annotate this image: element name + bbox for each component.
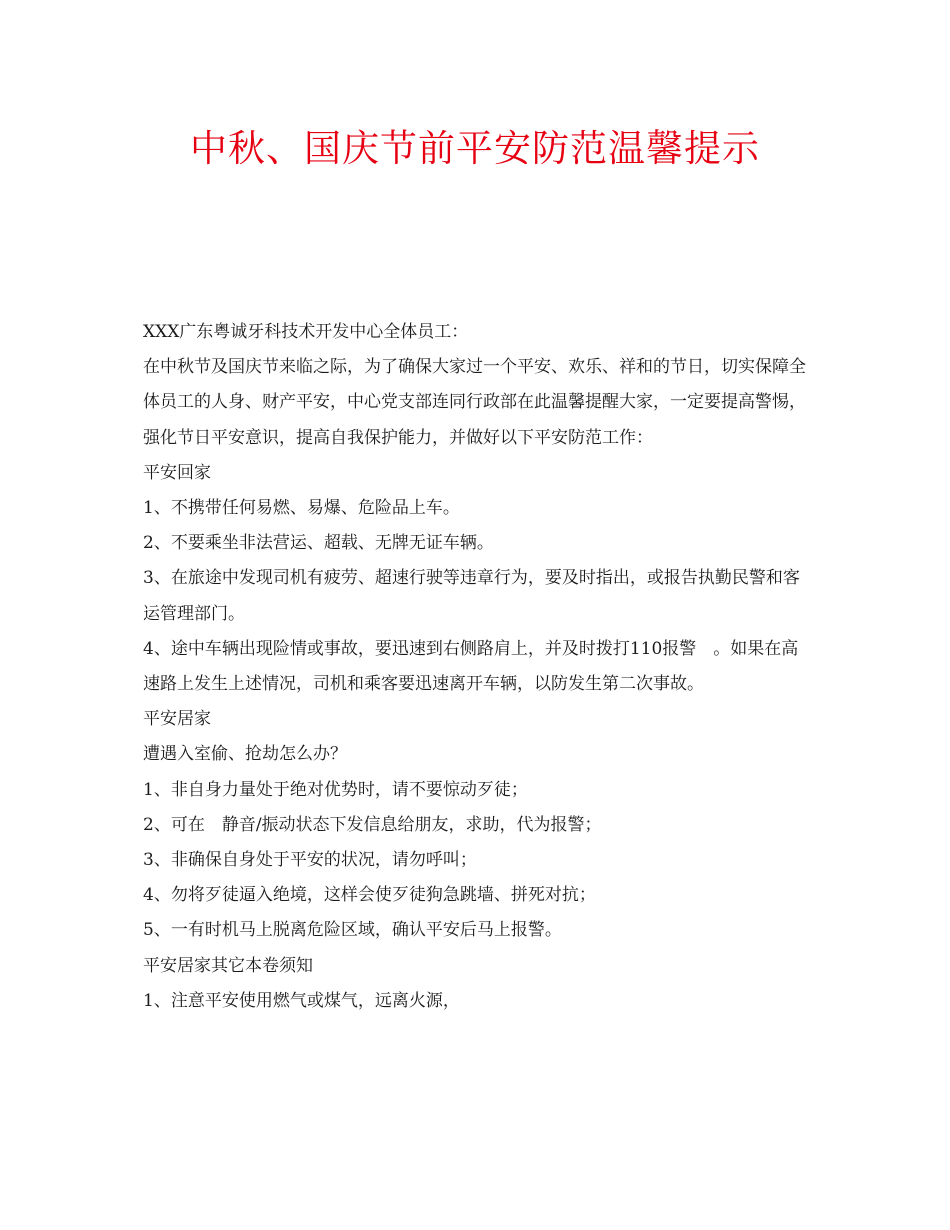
section-heading-home-notes: 平安居家其它本卷须知: [143, 955, 313, 976]
salutation-paragraph: XXX广东粤诚牙科技术开发中心全体员工：: [143, 322, 469, 342]
subsection-question: 遭遇入室偷、抢劫怎么办？: [143, 744, 347, 765]
list-item: 1、非自身力量处于绝对优势时，请不要惊动歹徒；: [143, 779, 528, 800]
document-body: [143, 315, 808, 1019]
list-item: 3、在旅途中发现司机有疲劳、超速行驶等违章行为，要及时指出，或报告执勤民警和客运管理部门。: [143, 568, 800, 624]
document-title: 中秋、国庆节前平安防范温馨提示: [190, 127, 760, 170]
list-item: 4、勿将歹徒逼入绝境，这样会使歹徒狗急跳墙、拼死对抗；: [143, 885, 596, 906]
list-item: 2、不要乘坐非法营运、超载、无牌无证车辆。: [143, 533, 494, 554]
list-item: 1、不携带任何易燃、易爆、危险品上车。: [143, 498, 460, 519]
list-item: 3、非确保自身处于平安的状况，请勿呼叫；: [143, 850, 477, 871]
list-item: 5、一有时机马上脱离危险区域，确认平安后马上报警。: [143, 920, 562, 941]
section-heading-safe-home: 平安居家: [143, 709, 211, 730]
list-item: 1、注意平安使用燃气或煤气，远离火源，: [143, 990, 460, 1011]
section-heading-safe-travel: 平安回家: [143, 462, 211, 483]
list-item: 4、途中车辆出现险情或事故，要迅速到右侧路肩上，并及时拨打110报警 。如果在高速路上发生上述情况，司机和乘客要迅速离开车辆，以防发生第二次事故。: [143, 638, 799, 695]
intro-paragraph: 在中秋节及国庆节来临之际，为了确保大家过一个平安、欢乐、祥和的节日，切实保障全体员工的人身、财产平安，中心党支部连同行政部在此温馨提醒大家，一定要提高警惕，强化节日平安意识，提高自我保护能力，并做好以下平安防范工作：: [143, 357, 806, 448]
list-item: 2、可在 静音/振动状态下发信息给朋友，求助，代为报警；: [143, 814, 602, 835]
